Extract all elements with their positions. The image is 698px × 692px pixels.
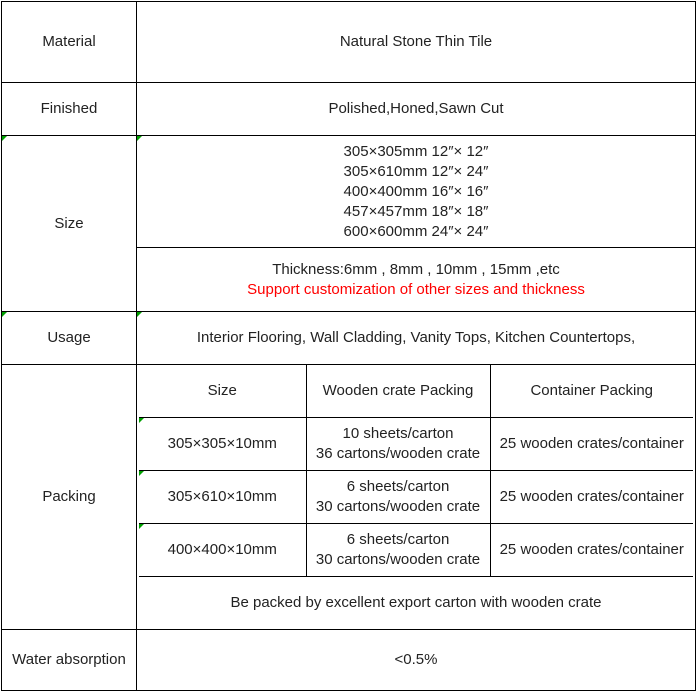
- material-value: Natural Stone Thin Tile: [137, 2, 696, 83]
- packing-crate-cartons: 36 cartons/wooden crate: [315, 444, 481, 462]
- size-item: 457×457mm 18″× 18″: [343, 202, 489, 220]
- packing-container: 25 wooden crates/container: [490, 470, 693, 523]
- row-water-absorption: [2, 630, 696, 691]
- packing-size: 305×610×10mm: [139, 470, 306, 523]
- packing-crate-sheets: 6 sheets/carton: [346, 530, 450, 548]
- row-finished: [2, 83, 696, 136]
- packing-crate-cartons: 30 cartons/wooden crate: [315, 550, 481, 568]
- packing-crate: [306, 417, 490, 470]
- thickness-text: Thickness:6mm , 8mm , 10mm , 15mm ,etc: [272, 260, 560, 278]
- packing-row: [139, 417, 693, 470]
- size-item: 600×600mm 24″× 24″: [343, 222, 489, 240]
- size-item: 305×305mm 12″× 12″: [343, 142, 489, 160]
- water-absorption-value: <0.5%: [137, 630, 696, 691]
- packing-header-crate: Wooden crate Packing: [306, 365, 490, 417]
- packing-header-size: Size: [139, 365, 306, 417]
- packing-header-container: Container Packing: [490, 365, 693, 417]
- size-item: 400×400mm 16″× 16″: [343, 182, 489, 200]
- packing-crate-cartons: 30 cartons/wooden crate: [315, 497, 481, 515]
- row-material: [2, 2, 696, 83]
- size-label: Size: [2, 136, 137, 312]
- water-absorption-label: Water absorption: [2, 630, 137, 691]
- packing-header-row: [139, 365, 693, 417]
- size-list: [137, 136, 696, 248]
- finished-label: Finished: [2, 83, 137, 136]
- packing-note-row: [139, 576, 693, 629]
- packing-cell: [137, 365, 696, 630]
- packing-crate-sheets: 10 sheets/carton: [342, 424, 454, 442]
- packing-size: 400×400×10mm: [139, 523, 306, 576]
- size-item: 305×610mm 12″× 24″: [343, 162, 489, 180]
- packing-container: 25 wooden crates/container: [490, 417, 693, 470]
- row-usage: [2, 312, 696, 365]
- packing-row: [139, 523, 693, 576]
- customization-note: Support customization of other sizes and thickness: [247, 280, 585, 298]
- usage-label: Usage: [2, 312, 137, 365]
- packing-note: Be packed by excellent export carton with wooden crate: [230, 593, 602, 611]
- packing-row: [139, 470, 693, 523]
- row-size-list: [2, 136, 696, 248]
- packing-table: [139, 365, 693, 629]
- finished-value: Polished,Honed,Sawn Cut: [137, 83, 696, 136]
- spec-table: [1, 1, 696, 691]
- packing-crate: [306, 470, 490, 523]
- material-label: Material: [2, 2, 137, 83]
- usage-value: Interior Flooring, Wall Cladding, Vanity Tops, Kitchen Countertops,: [137, 312, 696, 365]
- packing-label: Packing: [2, 365, 137, 630]
- thickness-cell: [137, 248, 696, 312]
- packing-size: 305×305×10mm: [139, 417, 306, 470]
- packing-crate: [306, 523, 490, 576]
- packing-container: 25 wooden crates/container: [490, 523, 693, 576]
- row-packing: [2, 365, 696, 630]
- packing-crate-sheets: 6 sheets/carton: [346, 477, 450, 495]
